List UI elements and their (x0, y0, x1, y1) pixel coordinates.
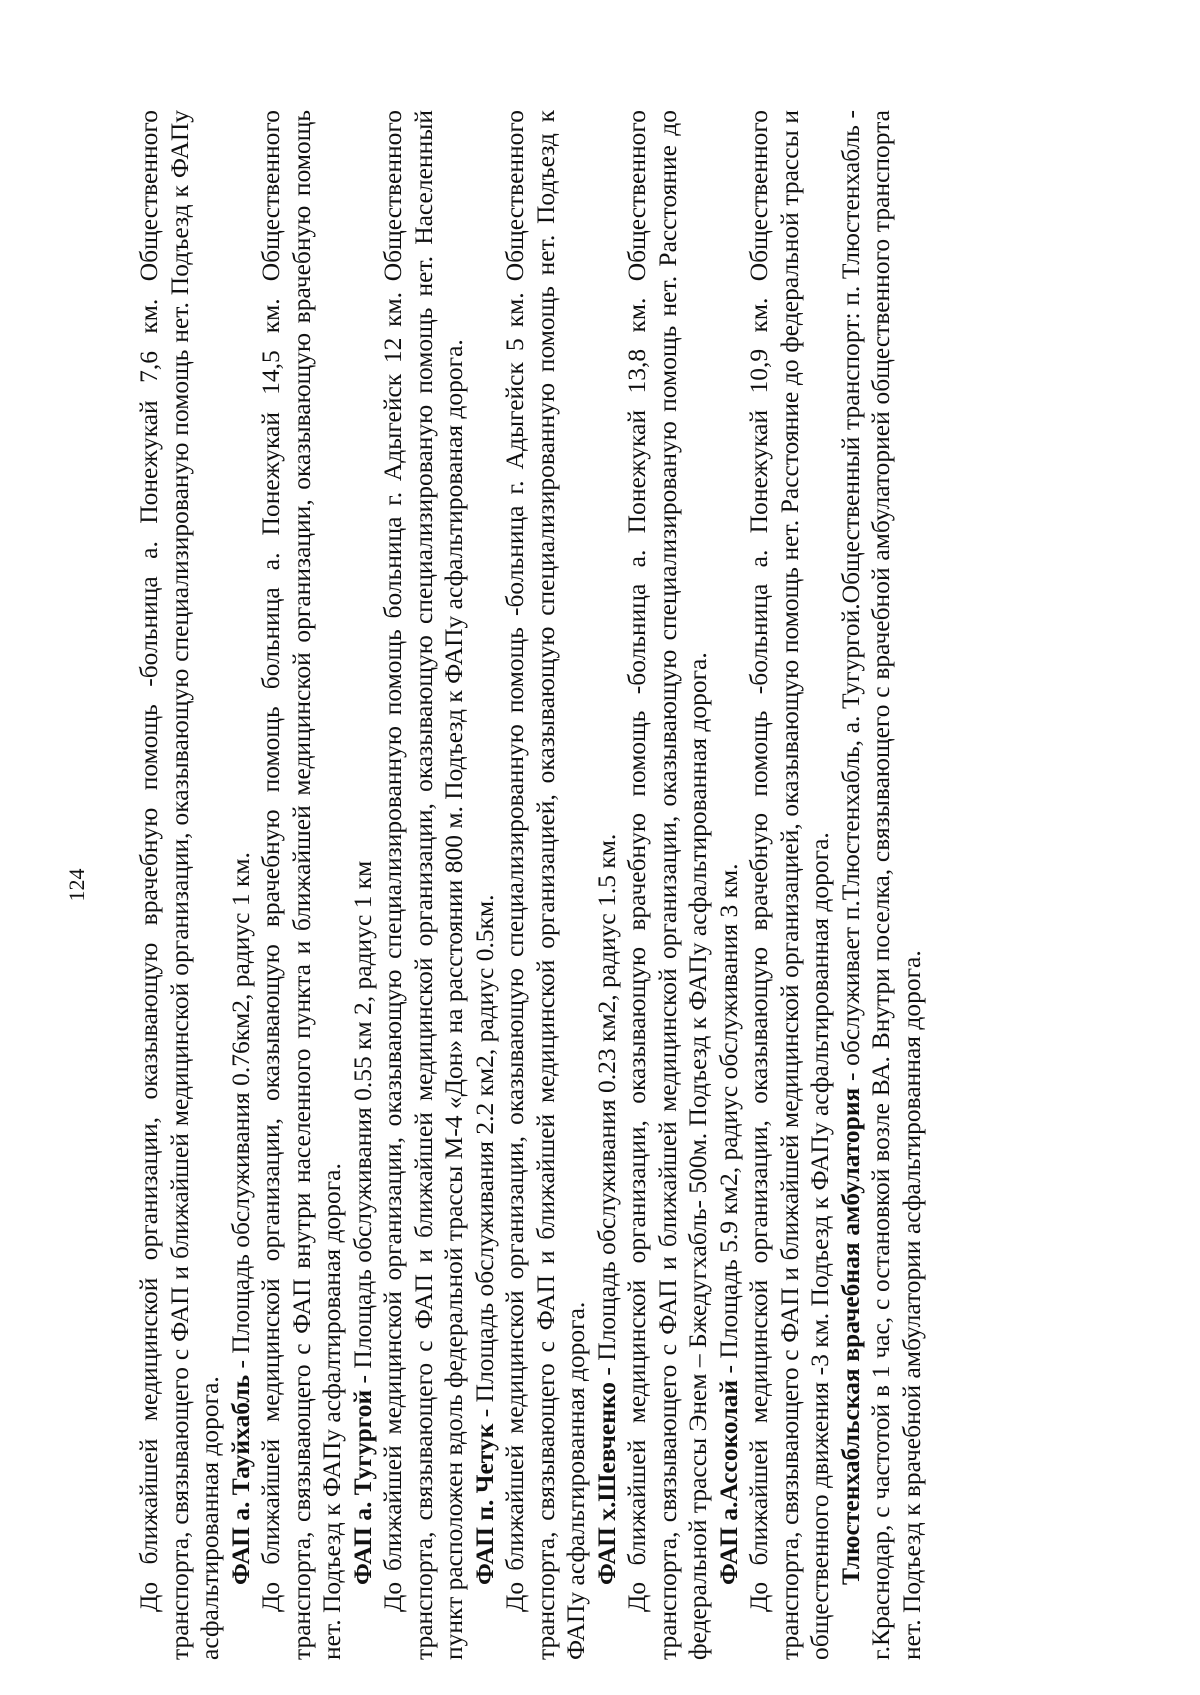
paragraph (744, 110, 836, 1660)
heading-text: - обслуживает п.Тлюстенхабль, а. Тугургой.Общественный транспорт: п. Тлюстенхабль - г.Краснодар, с частотой в 1 час, с остановкой возле ВА. Внутри поселка, связывающего с врачебной амбулаторией общественного транспорта нет. Подъезд к врачебной амбулатории асфальтированная дорога. (835, 110, 926, 1660)
section-heading (470, 110, 501, 1660)
heading-title: ФАП а. Тугургой (347, 1389, 377, 1585)
paragraph (134, 110, 226, 1660)
heading-text: - Площадь обслуживания 2.2 км2, радиус 0.5км. (469, 894, 499, 1424)
paragraph-text: До ближайшей медицинской организации, оказывающую врачебную помощь -больница а. Понежукай 13,8 км. Общественного транспорта, связывающего с ФАП и ближайшей медицинской организации, оказывающую специализированую помощь нет. Расстояние до федеральной трассы Энем – Бжедугхабль- 500м. Подъезд к ФАПу асфальтированная дорога. (622, 110, 712, 1660)
section-heading (592, 110, 623, 1660)
heading-text: - Площадь обслуживания 0.55 км 2, радиус 1 км (347, 860, 377, 1390)
section-heading (836, 110, 928, 1660)
heading-title: ФАП а.Ассоколай (713, 1379, 743, 1585)
heading-text: - Площадь обслуживания 0.23 км2, радиус 1.5 км. (591, 833, 621, 1382)
paragraph-text: До ближайшей медицинской организации, оказывающую врачебную помощь -больница а. Понежукай 7,6 км. Общественного транспорта, связывающего с ФАП и ближайшей медицинской организации, оказывающую специализированую помощь нет. Подъезд к ФАПу асфальтированная дорога. (134, 110, 224, 1660)
heading-text: - Площадь обслуживания 0.76км2, радиус 1 км. (225, 852, 255, 1375)
heading-title: ФАП х.Шевченко (591, 1381, 621, 1585)
heading-title: ФАП п. Четук (469, 1423, 499, 1585)
section-heading (226, 110, 257, 1660)
paragraph (256, 110, 348, 1660)
section-heading (714, 110, 745, 1660)
section-heading (348, 110, 379, 1660)
heading-title: Тлюстенхабльская врачебная амбулатория (835, 1087, 865, 1585)
document-page (64, 110, 1144, 1660)
paragraph (378, 110, 470, 1660)
page-number: 124 (64, 868, 89, 902)
paragraph (622, 110, 714, 1660)
paragraph (500, 110, 592, 1660)
heading-title: ФАП а. Тауйхабль (225, 1374, 255, 1585)
paragraph-text: До ближайшей медицинской организации, оказывающую специализированную помощь -больница г. Адыгейск 5 км. Общественного транспорта, связывающего с ФАП и ближайшей медицинской организацией, оказывающую специализированную помощь нет. Подъезд к ФАПу асфальтированная дорога. (500, 110, 590, 1660)
paragraph-text: До ближайшей медицинской организации, оказывающую специализированную помощь больница г. Адыгейск 12 км. Общественного транспорта, связывающего с ФАП и ближайшей медицинской организации, оказывающую специализированую помощь нет. Населенный пункт расположен вдоль федеральной трассы М-4 «Дон» на расстоянии 800 м. Подъезд к ФАПу асфальтированая дорога. (378, 110, 468, 1660)
paragraph-text: До ближайшей медицинской организации, оказывающую врачебную помощь больница а. Понежукай 14,5 км. Общественного транспорта, связывающего с ФАП внутри населенного пункта и ближайшей медицинской организации, оказывающую врачебную помощь нет. Подъезд к ФАПу асфалтированая дорога. (256, 110, 346, 1660)
paragraph-text: До ближайшей медицинской организации, оказывающую врачебную помощь -больница а. Понежукай 10,9 км. Общественного транспорта, связывающего с ФАП и ближайшей медицинской организацией, оказывающую помощь нет. Расстояние до федеральной трассы и общественного движения -3 км. Подъезд к ФАПу асфальтированная дорога. (744, 110, 834, 1660)
heading-text: - Площадь 5.9 км2, радиус обслуживания 3 км. (713, 863, 743, 1380)
